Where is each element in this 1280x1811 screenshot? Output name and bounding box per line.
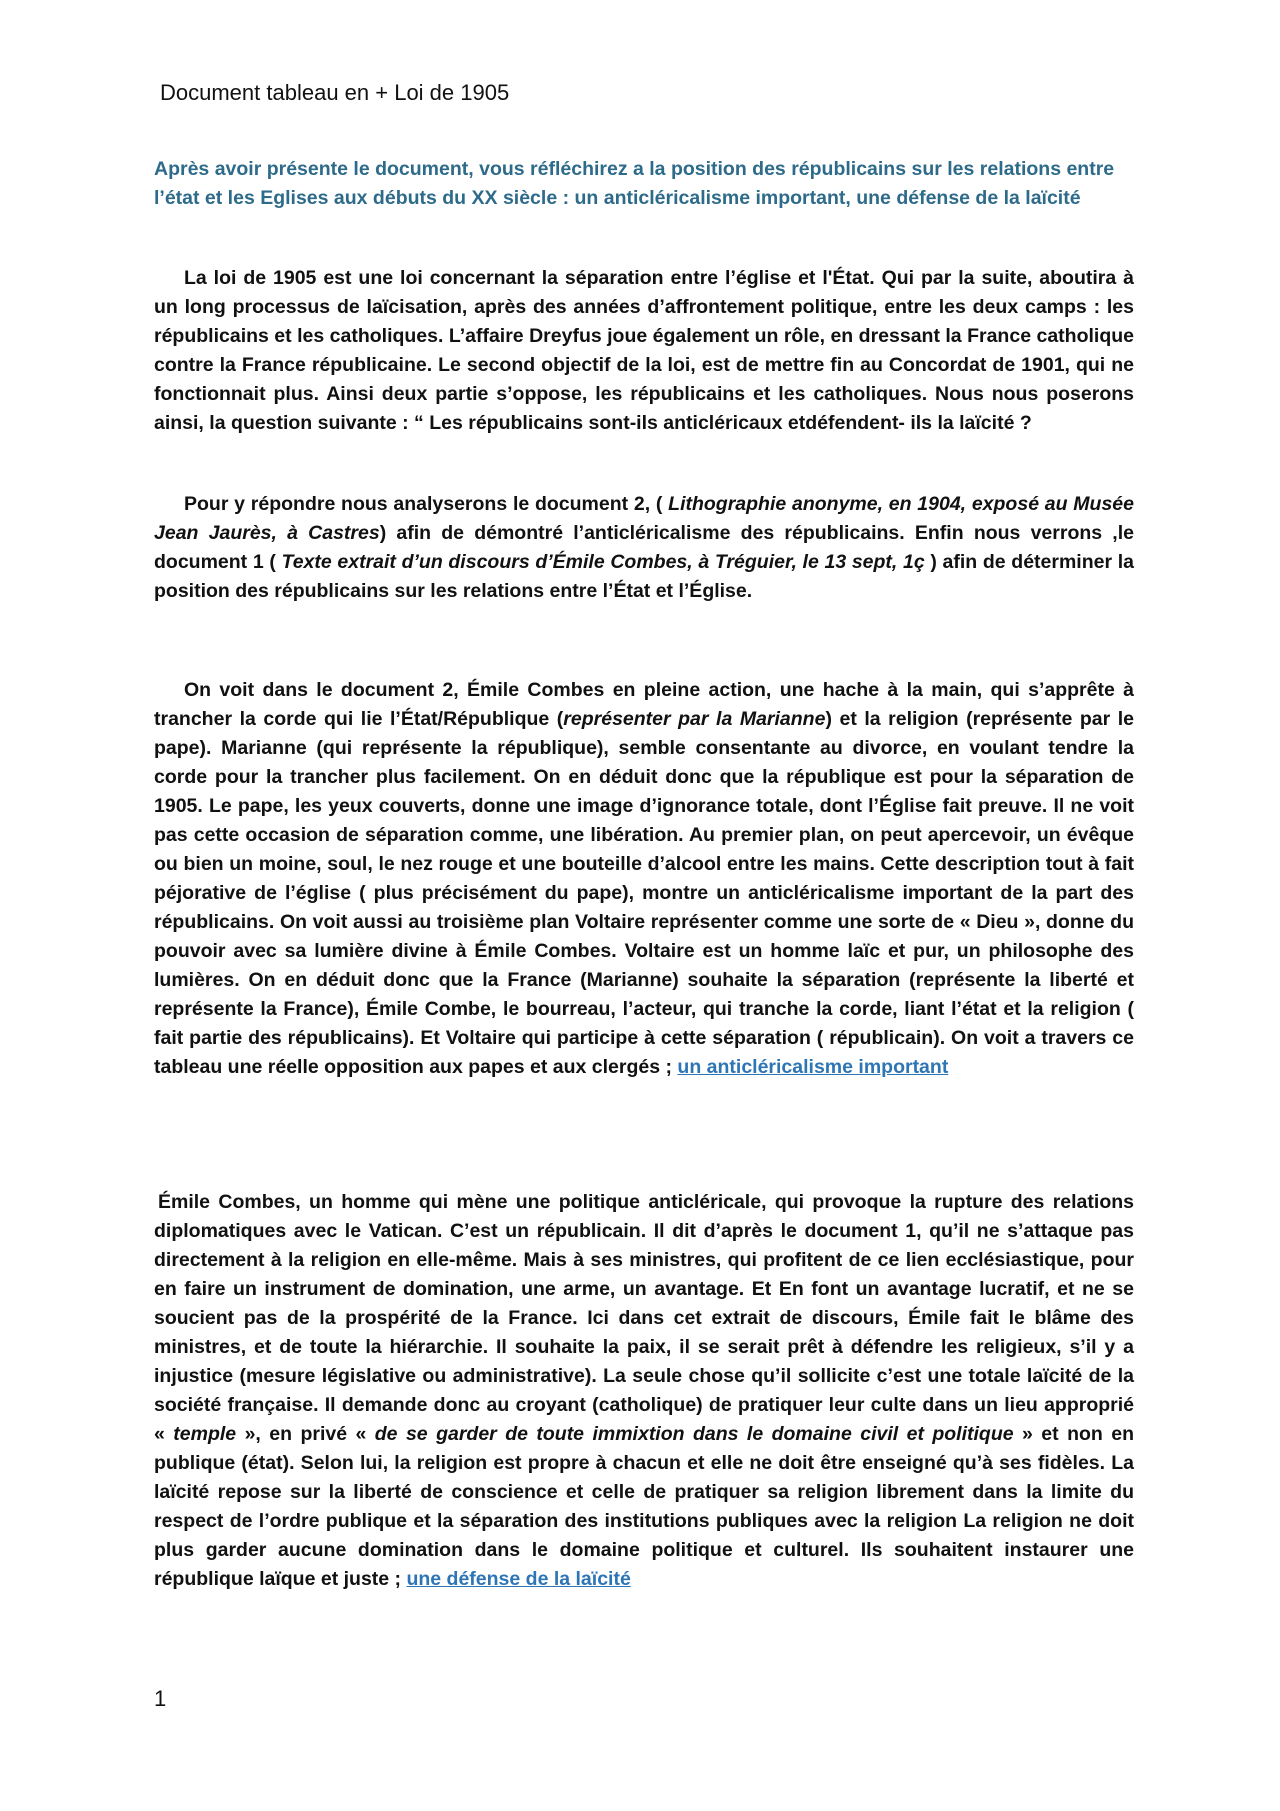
analysis-2-part1: On voit dans le document 2, Émile Combes en pleine action, une hache à la main, qui s’apprête à trancher la corde qui lie l’État/République ( bbox=[154, 679, 1134, 730]
page-number: 1 bbox=[154, 1686, 167, 1711]
plan-source-document-1: Texte extrait d’un discours d’Émile Combes, à Tréguier, le 13 sept, 1ç bbox=[281, 551, 925, 573]
paragraph-document-1-analysis bbox=[154, 1188, 1134, 1594]
anticlericalisme-link[interactable]: un anticléricalisme important bbox=[677, 1056, 949, 1078]
plan-intro: Pour y répondre nous analyserons le document 2, ( bbox=[184, 493, 669, 515]
assignment-prompt: Après avoir présente le document, vous réfléchirez a la position des républicains sur les relations entre l’état et les Eglises aux débuts du XX siècle : un anticléricalisme important, une défense de la laïcité bbox=[154, 158, 1115, 209]
analysis-1-part3: » et non en publique (état). Selon lui, la religion est propre à chacun et elle ne doit être enseigné qu’à ses fidèles. La laïcité repose sur la liberté de conscience et celle de pratiquer sa religion librement dans la limite du respect de l’ordre publique et la séparation des institutions publiques avec la religion La religion ne doit plus garder aucune domination dans le domaine politique et culturel. Ils souhaitent instaurer une république laïque et juste ; bbox=[154, 1423, 1134, 1590]
document-title: Document tableau en + Loi de 1905 bbox=[160, 80, 510, 105]
paragraph-document-2-analysis bbox=[154, 676, 1134, 1082]
plan-middle: ) afin de démontré l’anticléricalisme des républicains. Enfin nous verrons ,le document 1 ( bbox=[154, 522, 1134, 573]
paragraph-plan bbox=[154, 490, 1134, 606]
plan-end: ) afin de déterminer la position des républicains sur les relations entre l’État et l’Église. bbox=[154, 551, 1134, 602]
laicite-link[interactable]: une défense de la laïcité bbox=[406, 1568, 631, 1590]
analysis-1-italic-temple: temple bbox=[173, 1423, 237, 1445]
analysis-2-part2: ) et la religion (représente par le pape). Marianne (qui représente la république), semble consentante au divorce, en voulant tendre la corde pour la trancher plus facilement. On en déduit donc que la république est pour la séparation de 1905. Le pape, les yeux couverts, donne une image d’ignorance totale, dont l’Église fait preuve. Il ne voit pas cette occasion de séparation comme, une libération. Au premier plan, on peut apercevoir, un évêque ou bien un moine, soul, le nez rouge et une bouteille d’alcool entre les mains. Cette description tout à fait péjorative de l’église ( plus précisément du pape), montre un anticléricalisme important de la part des républicains. On voit aussi au troisième plan Voltaire représenter comme une sorte de « Dieu », donne du pouvoir avec sa lumière divine à Émile Combes. Voltaire est un homme laïc et pur, un philosophe des lumières. On en déduit donc que la France (Marianne) souhaite la séparation (représente la liberté et représente la France), Émile Combe, le bourreau, l’acteur, qui tranche la corde, liant l’état et la religion ( fait partie des républicains). Et Voltaire qui participe à cette séparation ( républicain). On voit a travers ce tableau une réelle opposition aux papes et aux clergés ; bbox=[154, 708, 1134, 1078]
analysis-2-italic: représenter par la Marianne bbox=[563, 708, 826, 730]
paragraph-introduction bbox=[154, 264, 1134, 438]
analysis-1-part2: », en privé « bbox=[236, 1423, 375, 1445]
paragraph-introduction-text: La loi de 1905 est une loi concernant la séparation entre l’église et l'État. Qui par la suite, aboutira à un long processus de laïcisation, après des années d’affrontement politique, entre les deux camps : les républicains et les catholiques. L’affaire Dreyfus joue également un rôle, en dressant la France catholique contre la France républicaine. Le second objectif de la loi, est de mettre fin au Concordat de 1901, qui ne fonctionnait plus. Ainsi deux partie s’oppose, les républicains et les catholiques. Nous nous poserons ainsi, la question suivante : “ Les républicains sont-ils anticléricaux etdéfendent- ils la laïcité ? bbox=[154, 267, 1134, 434]
plan-source-document-2: Lithographie anonyme, en 1904, exposé au Musée Jean Jaurès, à Castres bbox=[154, 493, 1134, 544]
analysis-1-part1: Émile Combes, un homme qui mène une politique anticléricale, qui provoque la rupture des relations diplomatiques avec le Vatican. C’est un républicain. Il dit d’après le document 1, qu’il ne s’attaque pas directement à la religion en elle-même. Mais à ses ministres, qui profitent de ce lien ecclésiastique, pour en faire un instrument de domination, une arme, un avantage. Et En font un avantage lucratif, et ne se soucient pas de la prospérité de la France. Ici dans cet extrait de discours, Émile fait le blâme des ministres, et de toute la hiérarchie. Il souhaite la paix, il se serait prêt à défendre les religieux, s’il y a injustice (mesure législative ou administrative). La seule chose qu’il sollicite c’est une totale laïcité de la société française. Il demande donc au croyant (catholique) de pratiquer leur culte dans un lieu approprié « bbox=[154, 1191, 1134, 1445]
analysis-1-italic-quote: de se garder de toute immixtion dans le domaine civil et politique bbox=[374, 1423, 1014, 1445]
